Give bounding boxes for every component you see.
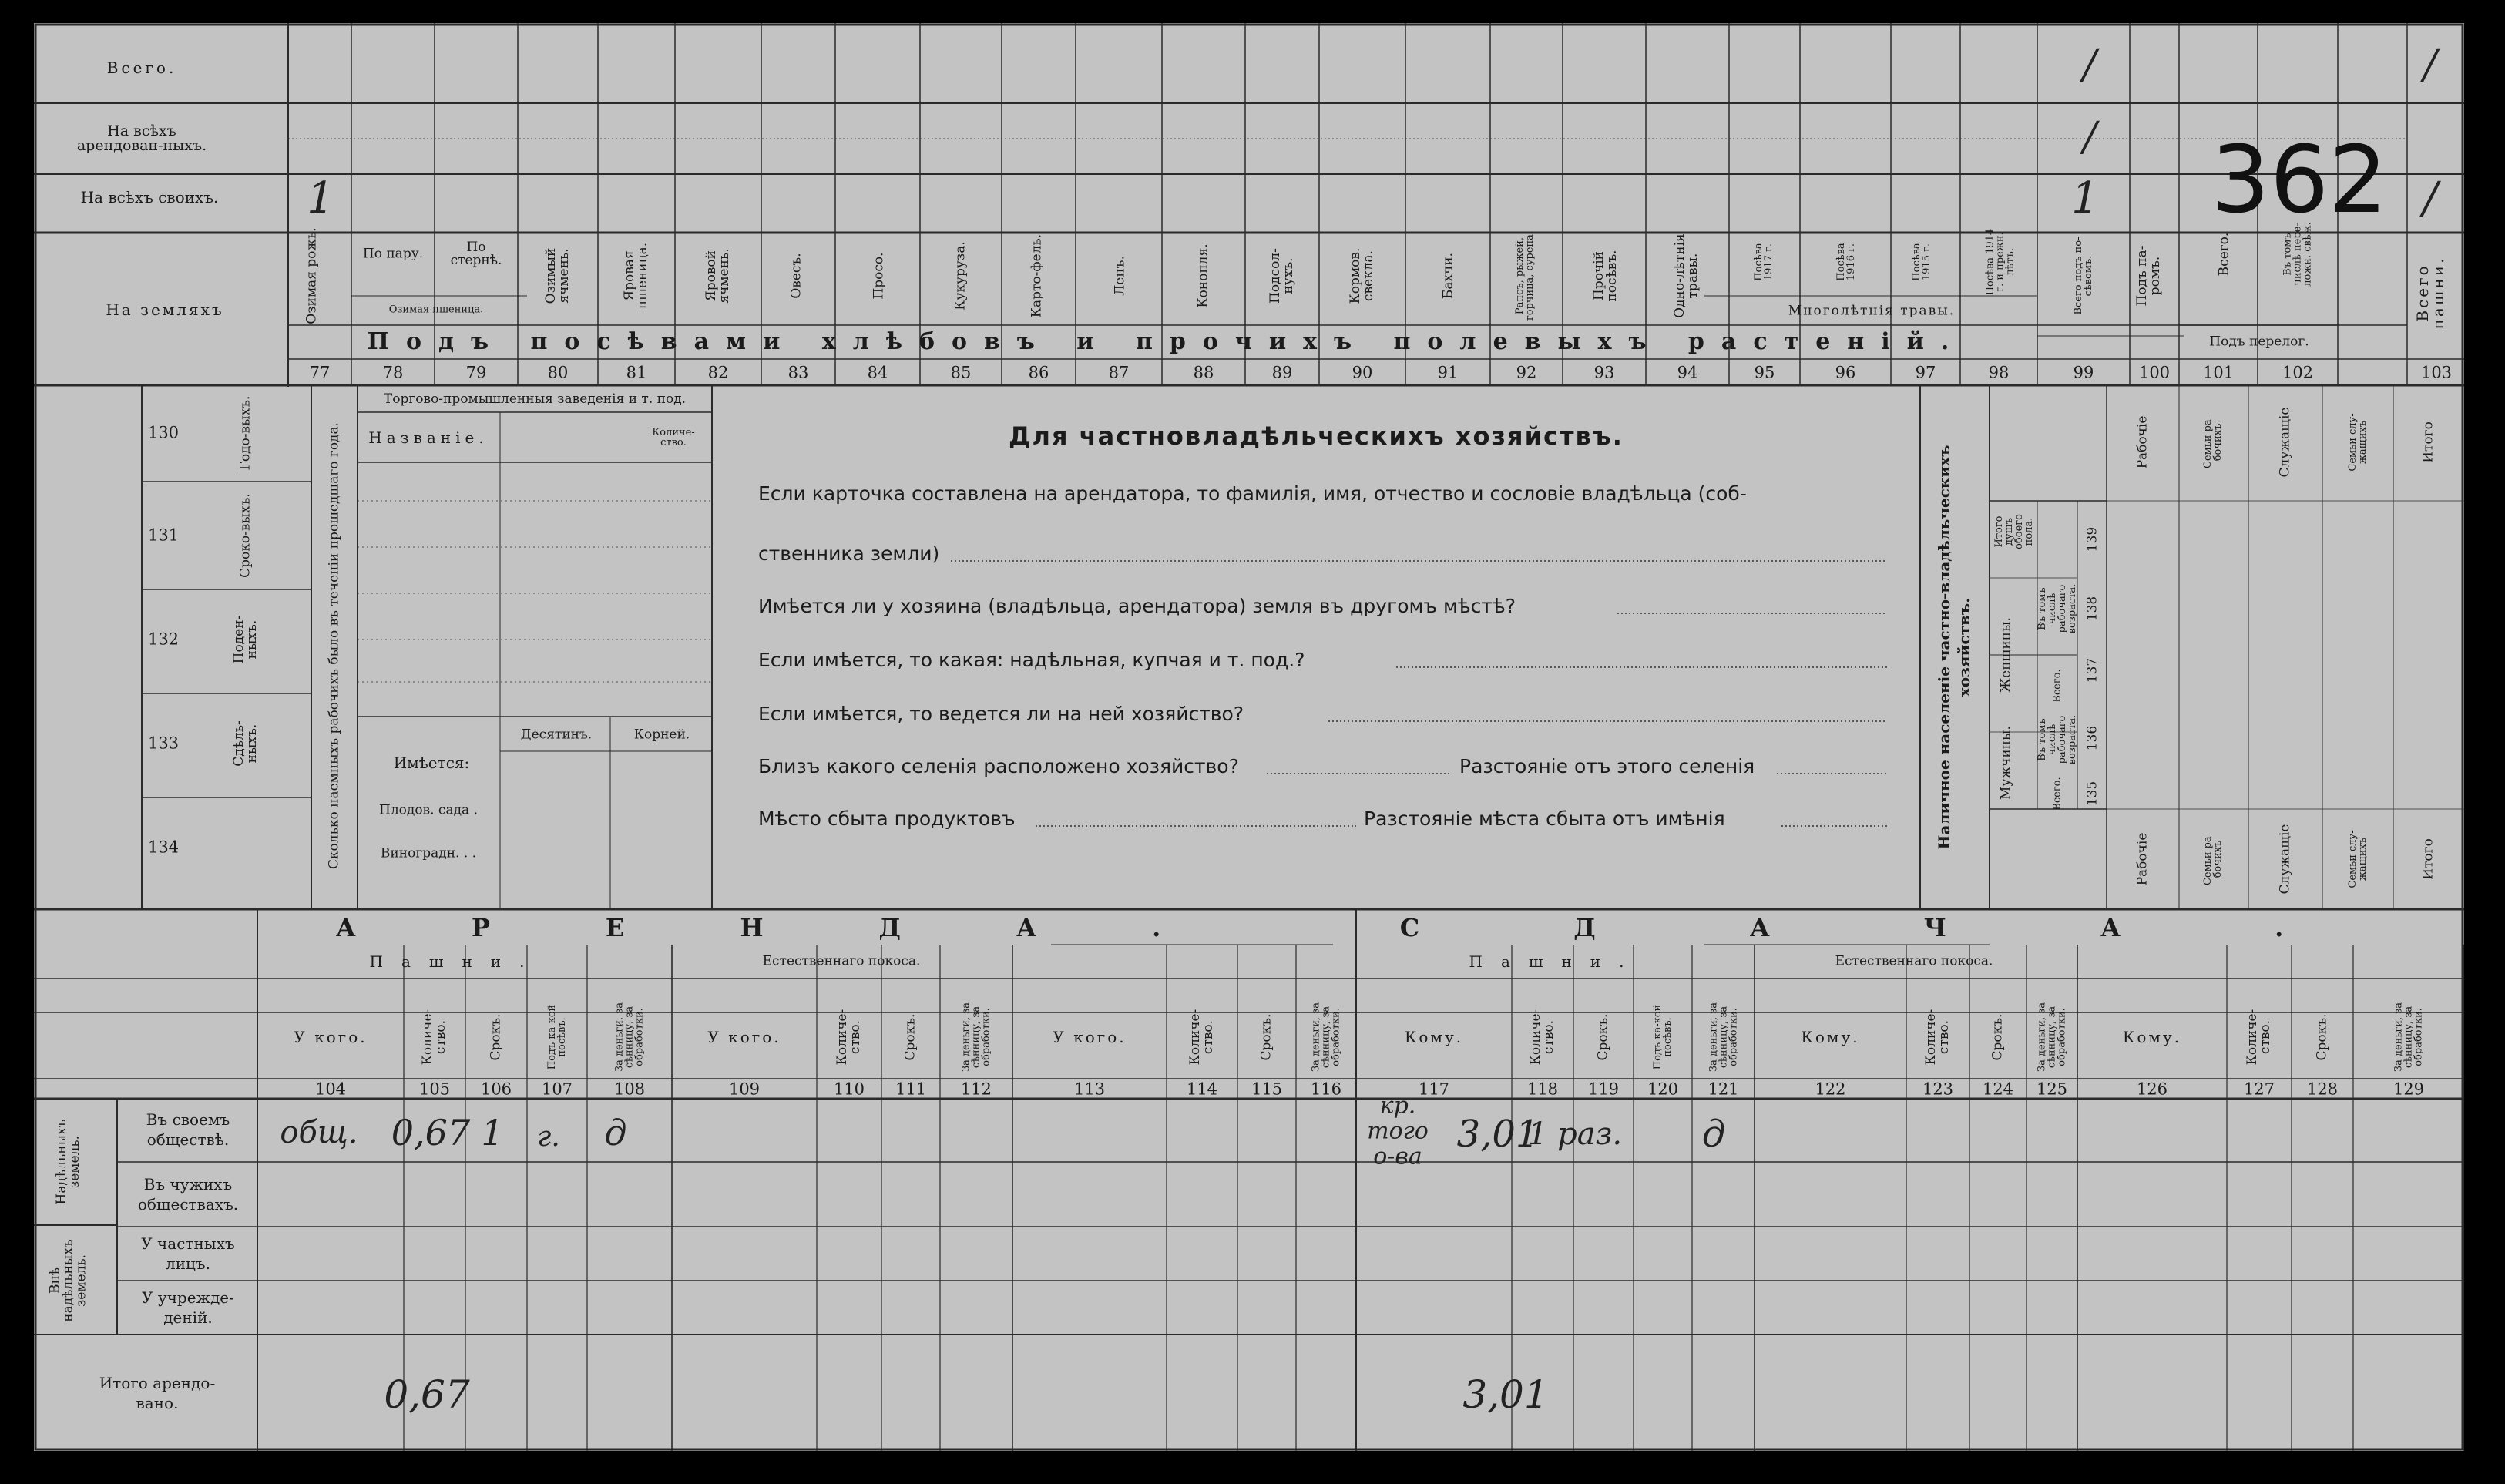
column-number-102: 102 [2282, 363, 2314, 382]
column-number-86: 86 [1028, 363, 1049, 382]
top-itogo: Итого [2420, 421, 2436, 463]
stamp-number: 362 [2211, 127, 2388, 234]
lower-header-za-dengi: За деньги, за сѣнницу, за обработки. [960, 1002, 992, 1073]
lower-header-u-kogo: У кого. [1053, 1028, 1127, 1046]
sdacha-pashni: Пашни. [1469, 952, 1643, 971]
column-number-124: 124 [1982, 1079, 2014, 1099]
hw-r1-za: д [604, 1112, 627, 1153]
column-number-77: 77 [309, 363, 331, 382]
column-number-84: 84 [867, 363, 888, 382]
hw-itogo-sdacha: 3,01 [1462, 1372, 1549, 1417]
bot-sluzhashchie: Служащіе [2277, 824, 2293, 895]
label-srochnykh: Сроко-выхъ. [237, 493, 254, 578]
col-138: 138 [2084, 596, 2100, 622]
column-number-125: 125 [2036, 1079, 2068, 1099]
crop-vsego-pod: Всего подъ по-сѣвомъ. [2073, 237, 2094, 315]
row-label-arend: На всѣхъ арендован-ныхъ. [76, 123, 207, 154]
zhen-v-tom: Въ томъ числѣ рабочаго возраста. [2037, 583, 2078, 634]
lower-header-kolichestvo: Количе-ство. [834, 1009, 863, 1066]
column-number-96: 96 [1835, 363, 1856, 382]
row-u-chastnykh: У частныхъ лицъ. [141, 1234, 235, 1273]
column-number-106: 106 [480, 1079, 512, 1099]
muzh-v-tom: Въ томъ числѣ рабочаго возраста. [2037, 714, 2078, 765]
torg-kolichestvo: Количе-ство. [652, 427, 695, 448]
lower-header-u-kogo: У кого. [294, 1028, 368, 1046]
torg-title: Торгово-промышленныя заведенія и т. под. [383, 391, 687, 407]
muzh-vsego: Всего. [2051, 777, 2063, 811]
crop-len: Ленъ. [1112, 256, 1128, 296]
col-134: 134 [147, 838, 180, 857]
column-number-93: 93 [1593, 363, 1615, 382]
column-number-127: 127 [2243, 1079, 2275, 1099]
column-number-122: 122 [1815, 1079, 1846, 1099]
col-139: 139 [2084, 526, 2100, 552]
crop-v-tom: Въ томъ числѣ пере-ложн. свѣж. [2282, 222, 2314, 287]
crop-kartofel: Карто-фель. [1029, 233, 1045, 318]
column-number-89: 89 [1271, 363, 1293, 382]
mark-svoikh-99: 1 [2071, 173, 2099, 223]
crop-po-paru: По пару. [362, 246, 424, 262]
column-number-78: 78 [382, 363, 404, 382]
column-number-105: 105 [418, 1079, 451, 1099]
col-132: 132 [147, 630, 180, 649]
torg-nazvanie: Названіе. [368, 428, 489, 447]
column-number-119: 119 [1587, 1079, 1620, 1099]
row-itogo-arend: Итого арендо-вано. [99, 1374, 216, 1412]
top-rabochie: Рабочіе [2134, 415, 2151, 469]
naselenie-title: Наличное населеніе частно-владѣльческихъ хозяйствъ. [1935, 445, 1973, 850]
column-number-99: 99 [2073, 363, 2094, 382]
census-card [34, 23, 2464, 1451]
row-label-na-zemlyakh: На земляхъ [106, 300, 224, 319]
private-q6b: Разстояніе мѣста сбыта отъ имѣнія [1364, 807, 1725, 830]
lower-header-srok: Срокъ. [1258, 1013, 1274, 1061]
column-number-126: 126 [2136, 1079, 2168, 1099]
column-number-103: 103 [2420, 363, 2453, 382]
crop-vsego-pashni: Всего пашни. [2413, 256, 2447, 330]
crop-p1915: Посѣва 1915 г. [1911, 243, 1932, 281]
column-number-82: 82 [707, 363, 729, 382]
column-number-85: 85 [950, 363, 972, 382]
zhen-vsego: Всего. [2051, 669, 2063, 703]
crop-proso: Просо. [871, 252, 887, 300]
mark-svoikh-rozh: 1 [307, 173, 334, 223]
column-number-120: 120 [1647, 1079, 1679, 1099]
torg-imeetsya: Имѣется: [393, 754, 470, 772]
crop-vsego2: Всего. [2216, 232, 2232, 277]
column-number-115: 115 [1251, 1079, 1283, 1099]
row-v-svoem: Въ своемъ обществѣ. [146, 1110, 230, 1149]
column-number-100: 100 [2138, 363, 2171, 382]
label-muzhchiny: Мужчины. [1998, 726, 2014, 800]
column-number-81: 81 [626, 363, 647, 382]
sdacha-estestv: Естественнаго покоса. [1835, 953, 1993, 969]
pod-posevami-banner: Подъ посѣвами хлѣбовъ и прочихъ полевыхъ растеній. [367, 328, 1966, 355]
arenda-estestv: Естественнаго покоса. [762, 953, 921, 969]
column-number-83: 83 [787, 363, 809, 382]
lower-header-za-dengi: За деньги, за сѣнницу, за обработки. [1707, 1002, 1739, 1073]
mark-svoikh-103: / [2423, 173, 2438, 223]
column-number-118: 118 [1526, 1079, 1559, 1099]
lower-header-kolichestvo: Количе-ство. [2245, 1009, 2273, 1066]
column-number-92: 92 [1516, 363, 1537, 382]
column-number-98: 98 [1988, 363, 2010, 382]
hw-r1-srok2: 1 раз. [1527, 1116, 1623, 1152]
column-number-101: 101 [2202, 363, 2235, 382]
arenda-banner: АРЕНДА. [335, 913, 1277, 942]
lower-header-srok: Срокъ. [488, 1013, 504, 1061]
label-godovykh: Годо-выхъ. [237, 395, 254, 471]
crop-ozimaya-pshenitsa: Озимая пшеница. [388, 304, 484, 316]
column-number-113: 113 [1073, 1079, 1106, 1099]
lower-header-za-dengi: За деньги, за сѣнницу, за обработки. [2393, 1002, 2425, 1073]
arenda-pashni: Пашни. [369, 952, 543, 971]
crop-yarovoy-yachmen: Яровой ячмень. [703, 248, 732, 304]
lower-header-za-dengi: За деньги, за сѣнницу, за обработки. [613, 1002, 646, 1073]
mark-arend-99: / [2083, 114, 2097, 160]
torg-korney: Корней. [633, 727, 690, 743]
column-number-107: 107 [541, 1079, 573, 1099]
crop-odnoletnie: Одно-лѣтнія травы. [1672, 233, 1701, 318]
column-number-116: 116 [1310, 1079, 1342, 1099]
hw-r1-kol2: 3,01 [1456, 1113, 1540, 1156]
lower-header-kolichestvo: Количе-ство. [420, 1009, 448, 1066]
bot-rabochie: Рабочіе [2134, 832, 2151, 886]
private-q1a: Если карточка составлена на арендатора, то фамилія, имя, отчество и сословіе владѣльца (соб- [758, 482, 1747, 505]
lower-header-kolichestvo: Количе-ство. [1923, 1009, 1952, 1066]
torg-vinogradn: Виноградн. . . [380, 845, 477, 861]
crop-pod-parom: Подъ па-ромъ. [2134, 245, 2163, 307]
private-q2: Имѣется ли у хозяина (владѣльца, арендатора) земля въ другомъ мѣстѣ? [758, 595, 1516, 617]
torg-plodov: Плодов. сада . [378, 802, 479, 818]
crop-p1916: Посѣва 1916 г. [1835, 243, 1857, 281]
lower-header-pod-kakoy: Подъ ка-кой посѣвъ. [1652, 1004, 1674, 1070]
lower-header-srok: Срокъ. [1595, 1013, 1611, 1061]
crop-kormov-svekla: Кормов. свекла. [1348, 247, 1376, 304]
lower-header-komu: Кому. [1801, 1028, 1860, 1046]
lower-header-komu: Кому. [2122, 1028, 2182, 1046]
lower-header-kolichestvo: Количе-ство. [1528, 1009, 1556, 1066]
col-137: 137 [2084, 657, 2100, 683]
lower-header-pod-kakoy: Подъ ка-кой посѣвъ. [546, 1004, 568, 1070]
col-136: 136 [2084, 725, 2100, 751]
hw-r1-srok: 1 [481, 1112, 504, 1153]
hw-r1-pod: г. [537, 1121, 560, 1153]
col-133: 133 [147, 734, 180, 753]
column-number-117: 117 [1418, 1079, 1450, 1099]
lower-header-srok: Срокъ. [902, 1013, 918, 1061]
bot-semi-rab: Семьи ра-бочихъ [2202, 832, 2224, 886]
crop-ozimaya-rozh: Озимая рожь. [304, 227, 320, 324]
lower-header-za-dengi: За деньги, за сѣнницу, за обработки. [1310, 1002, 1342, 1073]
column-number-104: 104 [314, 1079, 347, 1099]
private-q1b: ственника земли) [758, 542, 940, 565]
hw-r1-kol: 0,67 [391, 1112, 471, 1153]
private-q4: Если имѣется, то ведется ли на ней хозяйство? [758, 703, 1244, 725]
crop-kukuruza: Кукуруза. [952, 241, 969, 311]
crop-podsolnukh: Подсол-нухъ. [1268, 248, 1296, 304]
private-q5a: Близъ какого селенія расположено хозяйство? [758, 755, 1239, 777]
column-number-109: 109 [728, 1079, 761, 1099]
bot-semi-sluzh: Семьи слу-жащихъ [2347, 830, 2369, 888]
column-number-95: 95 [1754, 363, 1775, 382]
column-number-97: 97 [1915, 363, 1936, 382]
bot-itogo: Итого [2420, 838, 2436, 880]
hw-r1-za2: д [1701, 1113, 1726, 1156]
lower-header-kolichestvo: Количе-ство. [1187, 1009, 1216, 1066]
private-q6a: Мѣсто сбыта продуктовъ [758, 807, 1016, 830]
top-semi-rab: Семьи ра-бочихъ [2202, 415, 2224, 469]
hw-itogo-arenda: 0,67 [384, 1372, 470, 1417]
column-number-129: 129 [2393, 1079, 2425, 1099]
label-sdelnykh: Сдѣль-ныхъ. [231, 720, 260, 767]
column-number-112: 112 [960, 1079, 992, 1099]
column-number-114: 114 [1186, 1079, 1218, 1099]
lower-header-srok: Срокъ. [2314, 1013, 2330, 1061]
lower-header-srok: Срокъ. [1990, 1013, 2006, 1061]
col-131: 131 [147, 525, 180, 545]
mark-vsego-103: / [2423, 42, 2437, 88]
private-title: Для частновладѣльческихъ хозяйствъ. [1009, 421, 1624, 451]
private-q3: Если имѣется, то какая: надѣльная, купчая и т. под.? [758, 649, 1305, 671]
column-number-111: 111 [895, 1079, 927, 1099]
label-nadel: Надѣльныхъ земель. [54, 1119, 82, 1205]
label-vne-nadel: Внѣ надѣльныхъ земель. [47, 1239, 89, 1322]
label-skolko-rabochikh: Сколько наемныхъ рабочихъ было въ теченіи прошедшаго года. [326, 421, 342, 870]
column-number-123: 123 [1922, 1079, 1954, 1099]
crop-po-sterne: По стернѣ. [450, 240, 502, 268]
itogo-dush: Итого душъ обоего пола. [1993, 514, 2035, 549]
crop-p1917: Посѣва 1917 г. [1753, 243, 1775, 281]
crop-prochiy: Прочій посѣвъ. [1591, 250, 1620, 302]
crop-oves: Овесъ. [788, 253, 804, 299]
lower-header-za-dengi: За деньги, за сѣнницу, за обработки. [2036, 1002, 2068, 1073]
torg-desyatin: Десятинъ. [520, 727, 593, 743]
column-number-90: 90 [1352, 363, 1373, 382]
hw-r1-komu: кр. того о-ва [1367, 1092, 1429, 1170]
crop-pod-perelog: Подъ перелог. [2209, 334, 2309, 350]
private-q5b: Разстояніе отъ этого селенія [1459, 755, 1755, 777]
crop-raps: Рапсъ, рыжей, горчица, сурепа. [1514, 230, 1536, 321]
column-number-108: 108 [613, 1079, 646, 1099]
sdacha-banner: СДАЧА. [1399, 913, 2438, 942]
column-number-79: 79 [465, 363, 487, 382]
column-number-110: 110 [833, 1079, 865, 1099]
row-u-uchrezh: У учрежде-деній. [142, 1288, 234, 1327]
crop-yarovaya-pshenitsa: Яровая пшеница. [622, 242, 650, 310]
column-number-121: 121 [1707, 1079, 1739, 1099]
col-130: 130 [147, 423, 180, 442]
column-number-80: 80 [547, 363, 569, 382]
lower-header-u-kogo: У кого. [707, 1028, 781, 1046]
top-semi-sluzh: Семьи слу-жащихъ [2347, 413, 2369, 472]
top-sluzhashchie: Служащіе [2277, 407, 2293, 478]
hw-r1-ukogo: общ. [280, 1115, 358, 1150]
crop-konoplya: Конопля. [1195, 243, 1211, 308]
label-podennykh: Поден-ныхъ. [231, 615, 260, 664]
row-v-chuzhikh: Въ чужихъ обществахъ. [137, 1175, 239, 1214]
row-label-vsego: Всего. [106, 59, 177, 77]
column-number-128: 128 [2306, 1079, 2339, 1099]
crop-mnogoletnie: Многолѣтнія травы. [1788, 303, 1956, 319]
col-135: 135 [2084, 781, 2100, 807]
lower-header-komu: Кому. [1404, 1028, 1464, 1046]
crop-bakhchi: Бахчи. [1440, 252, 1456, 300]
column-number-87: 87 [1108, 363, 1130, 382]
column-number-88: 88 [1193, 363, 1214, 382]
row-label-svoikh: На всѣхъ своихъ. [80, 188, 219, 206]
mark-vsego-99: / [2083, 42, 2097, 88]
column-number-94: 94 [1677, 363, 1698, 382]
column-number-91: 91 [1437, 363, 1459, 382]
label-zhenshchiny: Женщины. [1998, 617, 2014, 693]
crop-p1914: Посѣва 1914 г. и прежн. лѣтъ. [1984, 228, 2016, 296]
crop-ozimy-yachmen: Озимый ячмень. [543, 247, 572, 304]
